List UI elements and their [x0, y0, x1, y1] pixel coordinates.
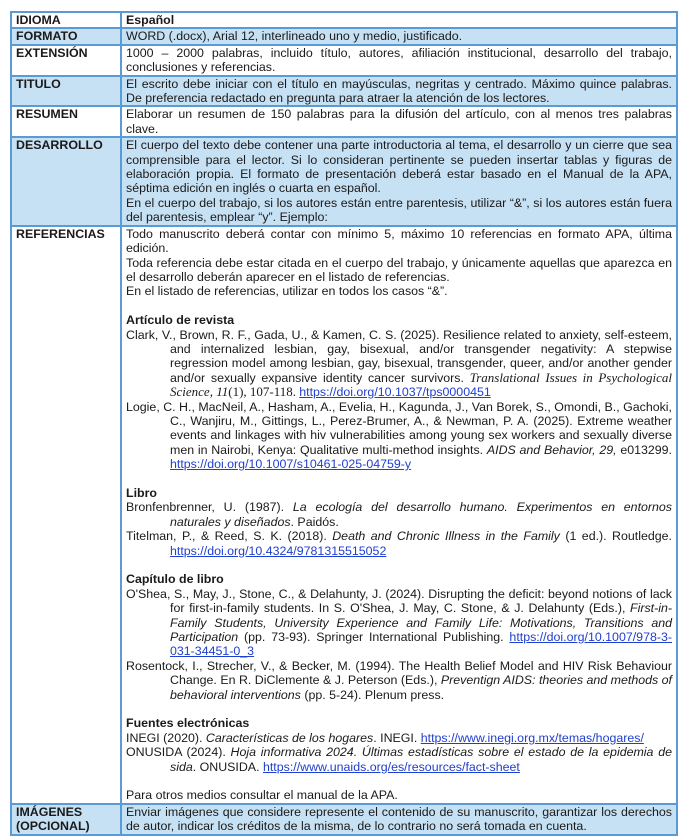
ref-journal: AIDS and Behavior, 29, — [486, 442, 617, 457]
reference-entry — [126, 328, 672, 400]
doi-link[interactable]: https://doi.org/10.1007/978-3-031-34451-0_3 — [170, 630, 672, 659]
row-referencias — [11, 226, 677, 804]
ref-text: (1), 107-118. — [228, 384, 300, 400]
ref-title: Preventign AIDS: theories and methods of behavioral interventions — [170, 673, 672, 702]
row-content: 1000 – 2000 palabras, incluido título, autores, afiliación institucional, desarrollo del trabajo, conclusiones y referencias. — [121, 45, 677, 76]
section-title-chapter: Capítulo de libro — [126, 572, 224, 587]
row-titulo — [11, 76, 677, 107]
ref-title: Hoja informativa 2024. Últimas estadísticas sobre el estado de la epidemia de sida — [170, 745, 672, 774]
ref-text: Logie, C. H., MacNeil, A., Hasham, A., Evelia, H., Kagunda, J., Van Borek, S., Omondi, B., Gachoki, C., Wanjiru, M., Gittings, L., Perez-Brumer, A., & Newman, P. A. (2025). Extreme weather events and linkages with hiv vulnerabilities among young sex workers and sexually diverse men in Nairobi, Kenya: Qualitative multi-method insights. — [126, 399, 672, 457]
web-link[interactable]: https://www.inegi.org.mx/temas/hogares/ — [420, 730, 644, 745]
reference-entry — [126, 731, 672, 745]
ref-text: Clark, V., Brown, R. F., Gada, U., & Kamen, C. S. (2025). Resilience related to anxiety, self-esteem, and internalized lesbian, gay, bisexual, and/or transgender negativity: A stepwise regression model among lesbian, gay, bisexual, transgender, queer, and/or another gender and/or sexually expansive identity cancer survivors. — [126, 327, 672, 385]
row-content: El escrito debe iniciar con el título en mayúsculas, negritas y centrado. Máximo quince palabras. De preferencia redactado en pregunta para atraer la atención de los lectores. — [121, 76, 677, 107]
web-link[interactable]: https://www.unaids.org/es/resources/fact-sheet — [262, 759, 520, 774]
ref-journal: Translational Issues in Psychological Science, 11 — [170, 369, 672, 400]
row-content: Elaborar un resumen de 150 palabras para la difusión del artículo, con al menos tres palabras clave. — [121, 106, 677, 137]
referencias-intro: Toda referencia debe estar citada en el cuerpo del trabajo, y únicamente aquellas que aparezca en el desarrollo deberán aparecer en el listado de referencias. — [126, 255, 672, 284]
ref-text: Bronfenbrenner, U. (1987). — [126, 500, 293, 515]
ref-text: . Paidós. — [290, 514, 339, 529]
ref-text: Titelman, P., & Reed, S. K. (2018). — [126, 529, 333, 544]
row-label: DESARROLLO — [11, 137, 121, 225]
ref-title: La ecología del desarrollo humano. Experimentos en entornos naturales y diseñados — [170, 500, 673, 529]
row-formato — [11, 28, 677, 44]
desarrollo-paragraph: En el cuerpo del trabajo, si los autores están entre parentesis, utilizar “&”, si los autores están fuera del parentesis, emplear “y”. Ejemplo: — [126, 195, 672, 225]
row-content — [121, 226, 677, 804]
desarrollo-paragraph: El cuerpo del texto debe contener una parte introductoria al tema, el desarrollo y un cierre que sea comprensible para el lector. Si lo consideran pertinente se pueden insertar tablas y figuras de elaboración propia. El formato de presentación deberá estar basado en el Manual de la APA, séptima edición en inglés o cuarta en español. — [126, 138, 672, 196]
ref-text: . ONUSIDA. — [192, 759, 263, 774]
referencias-intro: En el listado de referencias, utilizar en todos los casos “&”. — [126, 284, 448, 299]
row-content: Español — [121, 12, 677, 28]
reference-entry — [126, 587, 672, 659]
ref-text: (pp. 5-24). Plenum press. — [300, 687, 445, 702]
referencias-intro: Todo manuscrito deberá contar con mínimo 5, máximo 10 referencias en formato APA, última edición. — [126, 226, 672, 256]
row-content: Enviar imágenes que considere represente el contenido de su manuscrito, garantizar los derechos de autor, indicar los créditos de la misma, de lo contrario no será tomada en cuenta. — [121, 804, 677, 835]
reference-entry — [126, 745, 672, 774]
ref-text: (pp. 73-93). Springer International Publishing. — [238, 630, 510, 645]
doi-link[interactable]: https://doi.org/10.4324/9781315515052 — [170, 543, 387, 558]
row-label: IMÁGENES (OPCIONAL) — [11, 804, 121, 835]
section-title-article: Artículo de revista — [126, 313, 235, 328]
row-label: TITULO — [11, 76, 121, 107]
row-label: REFERENCIAS — [11, 226, 121, 804]
row-label: RESUMEN — [11, 106, 121, 137]
row-extension — [11, 45, 677, 76]
referencias-footer: Para otros medios consultar el manual de la APA. — [126, 788, 398, 803]
row-resumen — [11, 106, 677, 137]
ref-title: Características de los hogares — [205, 730, 374, 745]
ref-text: . INEGI. — [373, 730, 421, 745]
ref-title: Death and Chronic Illness in the Family — [332, 529, 560, 544]
row-label: IDIOMA — [11, 12, 121, 28]
ref-text: ONUSIDA (2024). — [126, 745, 231, 760]
ref-text: e013299. — [616, 442, 673, 457]
doi-link[interactable]: https://doi.org/10.1037/tps0000451 — [299, 385, 491, 400]
row-desarrollo — [11, 137, 677, 225]
row-label: EXTENSIÓN — [11, 45, 121, 76]
doi-link[interactable]: https://doi.org/10.1007/s10461-025-04759-y — [170, 457, 412, 472]
row-imagenes — [11, 804, 677, 835]
row-label: FORMATO — [11, 28, 121, 44]
reference-entry — [126, 529, 672, 558]
ref-title: First-in-Family Students, University Experience and Family Life: Motivations, Transitions and Participation — [170, 601, 672, 645]
submission-guidelines-table — [10, 11, 678, 836]
row-idioma — [11, 12, 677, 28]
ref-text: Rosentock, I., Strecher, V., & Becker, M. (1994). The Health Belief Model and HIV Risk Behaviour Change. En R. DiClemente & J. Peterson (Eds.), — [126, 658, 672, 688]
section-title-book: Libro — [126, 485, 157, 500]
reference-entry — [126, 659, 672, 702]
ref-text: (1 ed.). Routledge. — [559, 529, 672, 544]
row-content: WORD (.docx), Arial 12, interlineado uno y medio, justificado. — [121, 28, 677, 44]
ref-text: O'Shea, S., May, J., Stone, C., & Delahunty, J. (2024). Disrupting the deficit: beyond notions of lack for first-in-family students. In S. O'Shea, J. May, C. Stone, & J. Delahunty (Eds.), — [126, 586, 672, 616]
ref-text: INEGI (2020). — [126, 730, 206, 745]
row-content — [121, 137, 677, 225]
reference-entry — [126, 400, 672, 472]
section-title-electronic: Fuentes electrónicas — [126, 716, 250, 731]
reference-entry — [126, 500, 672, 529]
